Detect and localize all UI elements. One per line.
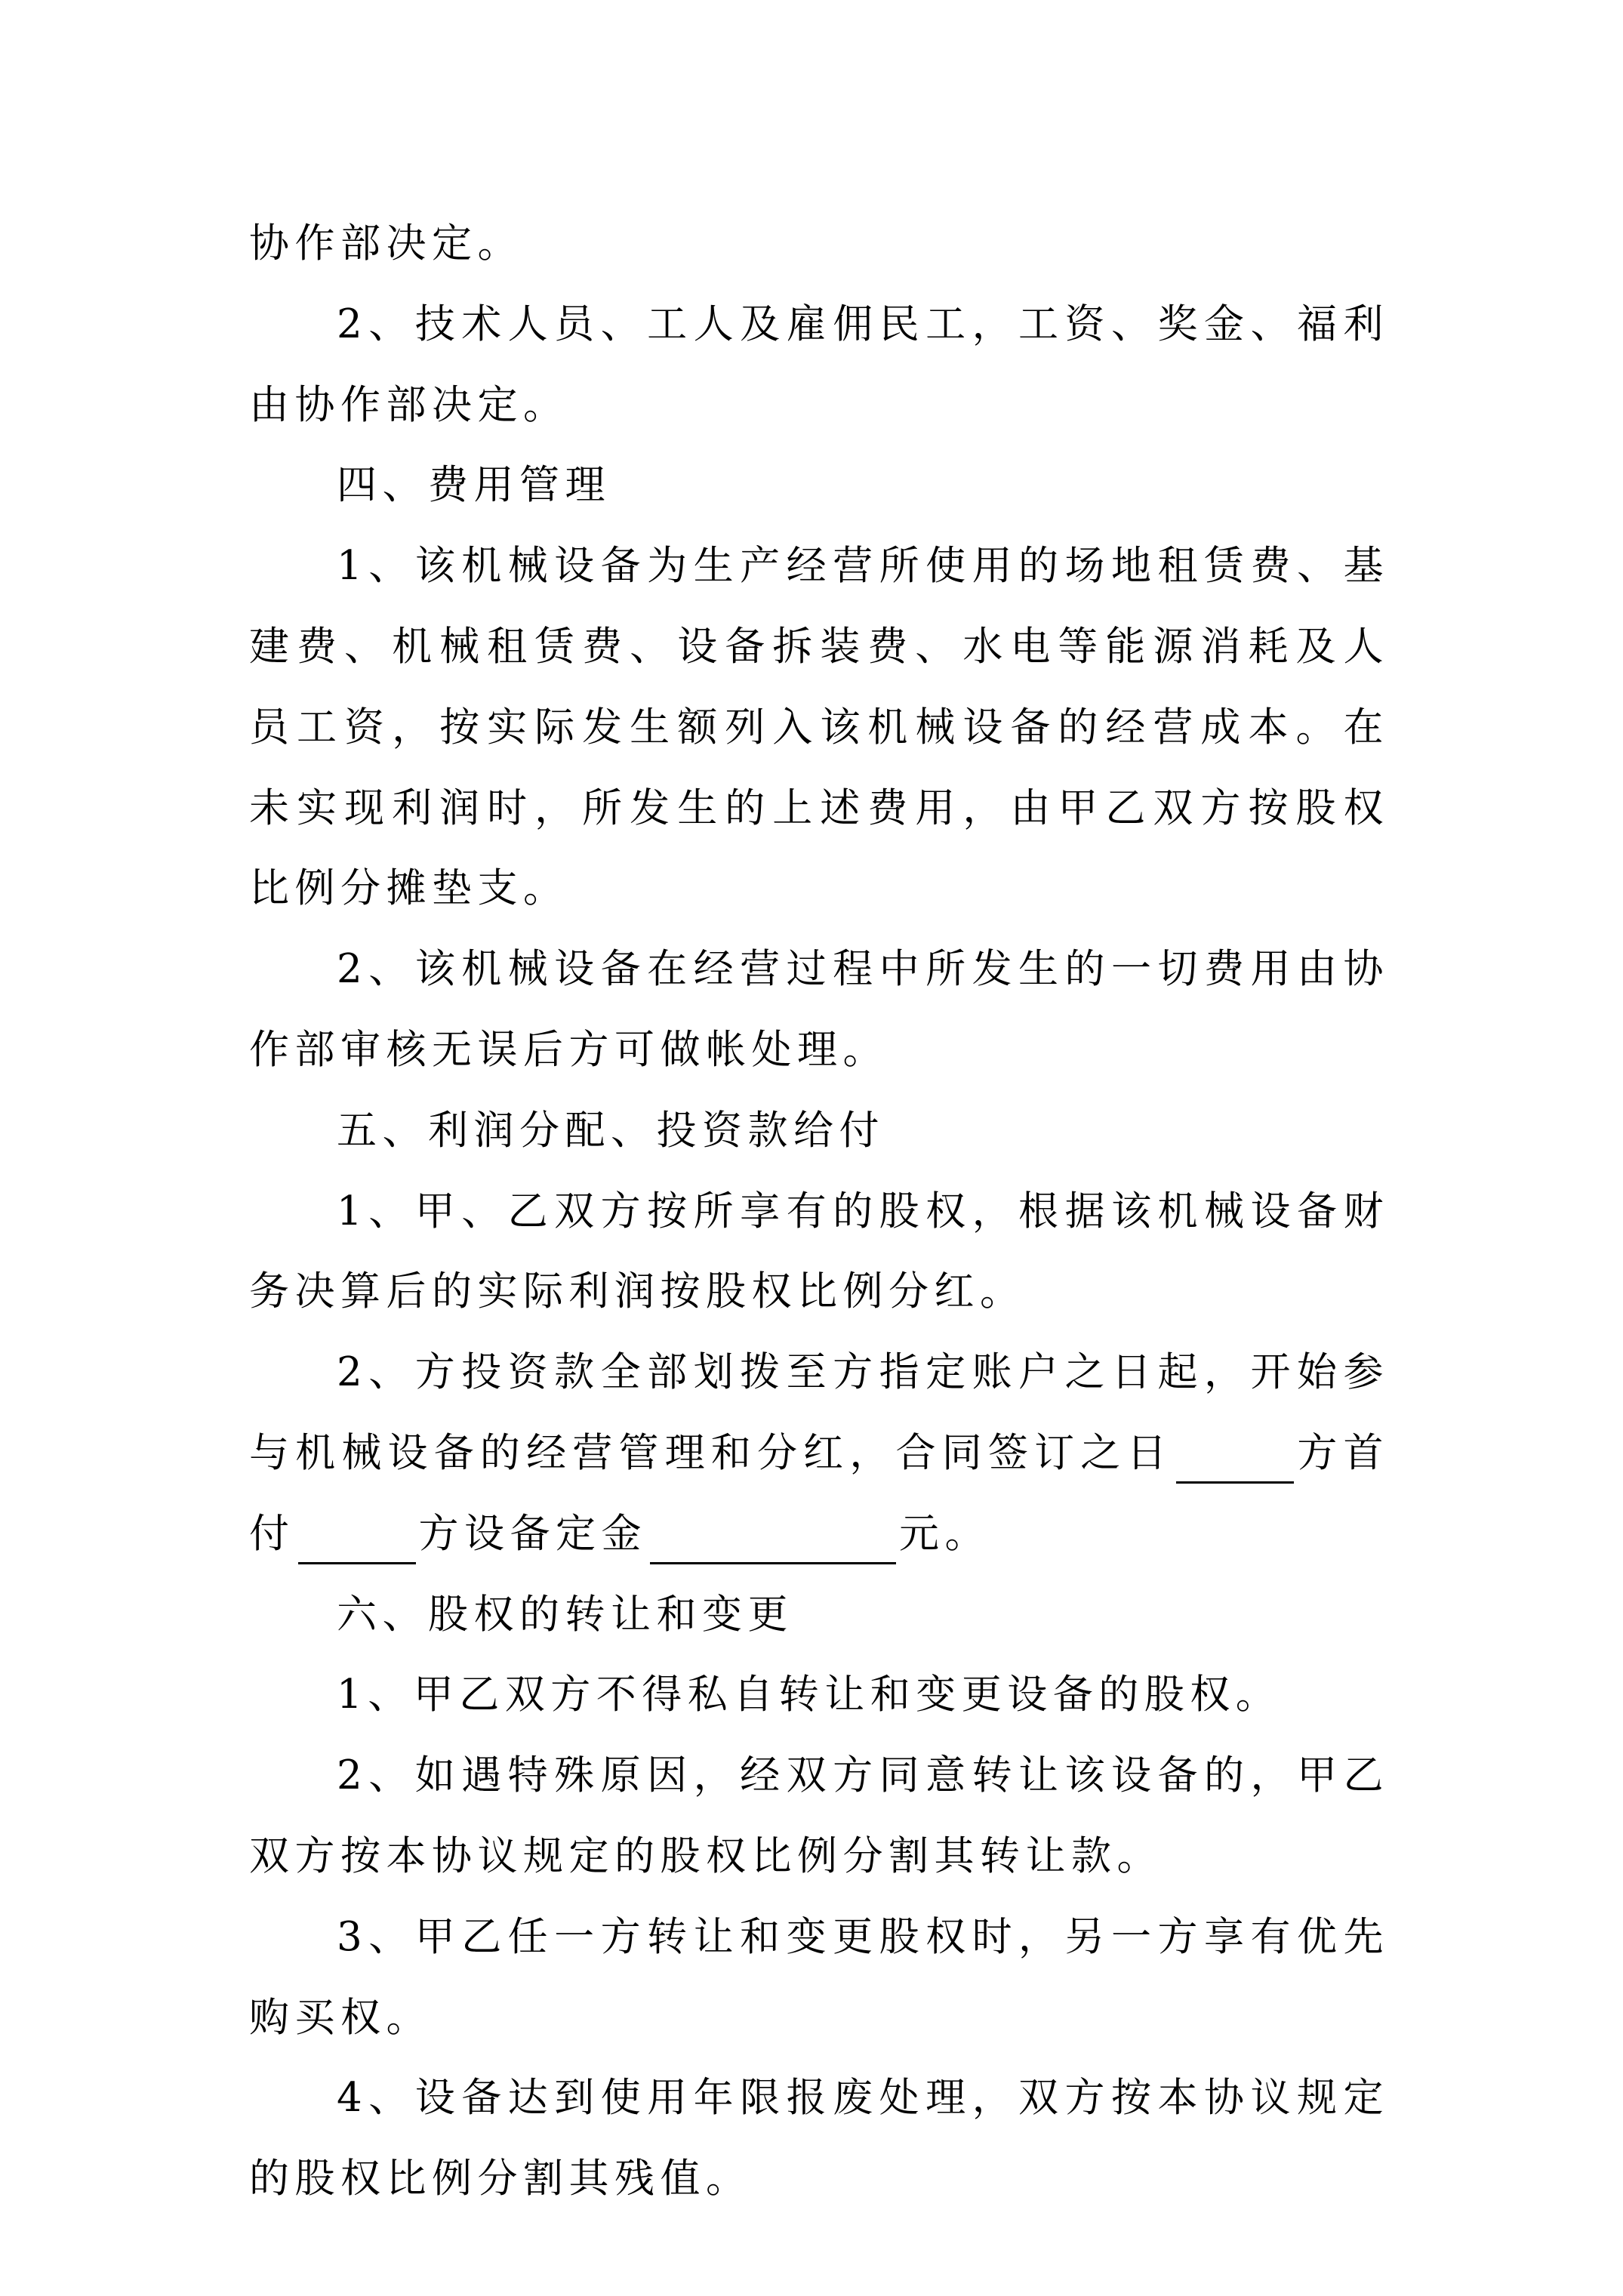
blank-line-1 [1176, 1438, 1294, 1484]
blank-line-2 [298, 1518, 416, 1564]
paragraph-profit-2-text-b: 方首付 [249, 1429, 1390, 1557]
paragraph-equity-2: 2、如遇特殊原因，经双方同意转让该设备的，甲乙双方按本协议规定的股权比例分割其转让款。 [249, 1752, 1389, 1879]
paragraph-wages: 2、技术人员、工人及雇佣民工，工资、奖金、福利由协作部决定。 [249, 300, 1389, 428]
paragraph-profit-2-text-c: 方设备定金 [418, 1510, 647, 1557]
paragraph-profit-2-text-d: 元。 [899, 1510, 990, 1557]
section-heading-equity-transfer: 六、股权的转让和变更 [337, 1591, 793, 1638]
paragraph-equity-3: 3、甲乙任一方转让和变更股权时，另一方享有优先购买权。 [249, 1913, 1389, 2041]
section-heading-expense-management: 四、费用管理 [337, 462, 611, 509]
document-body [249, 204, 1389, 2220]
paragraph-continuation: 协作部决定。 [249, 220, 523, 267]
paragraph-expense-1: 1、该机械设备为生产经营所使用的场地租赁费、基建费、机械租赁费、设备拆装费、水电等能源消耗及人员工资，按实际发生额列入该机械设备的经营成本。在未实现利润时，所发生的上述费用，由甲乙双方按股权比例分摊垫支。 [249, 543, 1389, 912]
paragraph-profit-2 [249, 1333, 1389, 1574]
paragraph-equity-4: 4、设备达到使用年限报废处理，双方按本协议规定的股权比例分割其残值。 [249, 2075, 1389, 2202]
paragraph-expense-2: 2、该机械设备在经营过程中所发生的一切费用由协作部审核无误后方可做帐处理。 [249, 946, 1389, 1073]
paragraph-profit-1: 1、甲、乙双方按所享有的股权，根据该机械设备财务决算后的实际利润按股权比例分红。 [249, 1188, 1389, 1315]
paragraph-profit-2-text-a: 2、方投资款全部划拨至方指定账户之日起，开始参与机械设备的经营管理和分红，合同签订之日 [249, 1349, 1389, 1476]
paragraph-equity-1: 1、甲乙双方不得私自转让和变更设备的股权。 [337, 1672, 1282, 1718]
section-heading-profit-distribution: 五、利润分配、投资款给付 [337, 1107, 885, 1154]
blank-line-3 [650, 1518, 896, 1564]
